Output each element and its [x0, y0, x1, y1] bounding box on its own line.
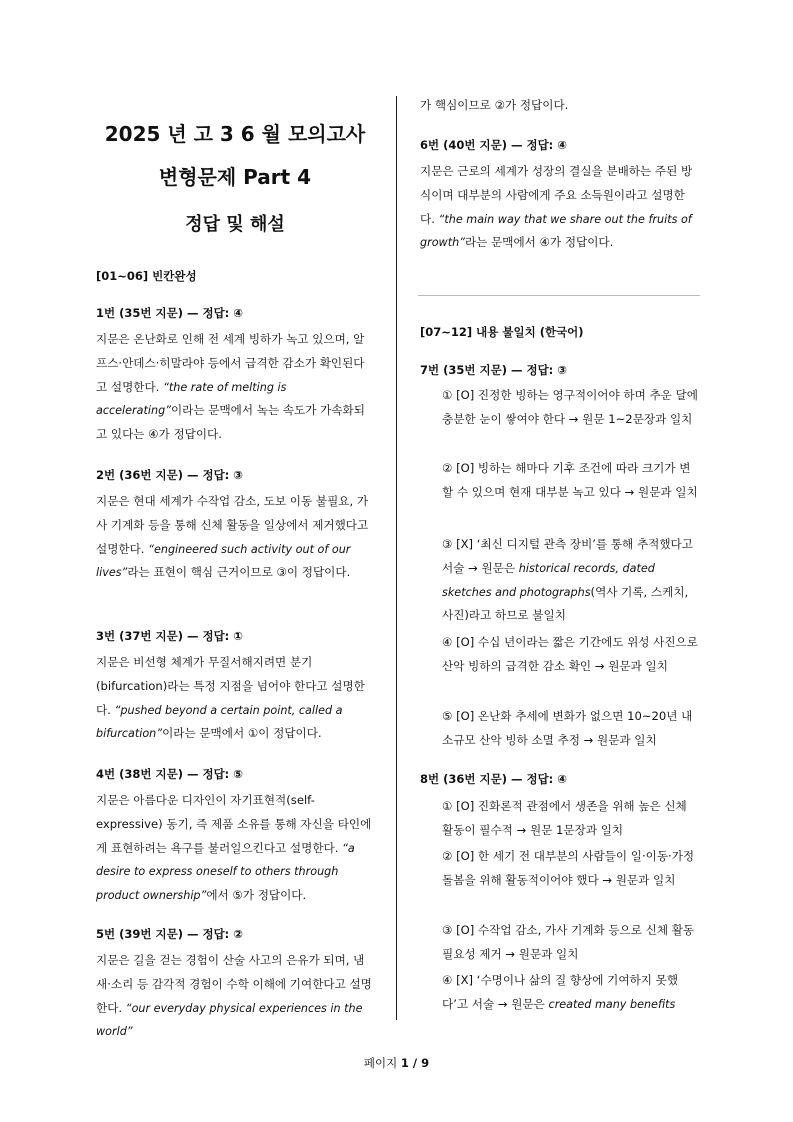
section-divider	[418, 295, 700, 296]
q2-heading: 2번 (36번 지문) — 정답: ③	[96, 468, 244, 482]
q7-choice-3: ③ [X] ‘최신 디지털 관측 장비’를 통해 추적했다고 서술 → 원문은 historical records, dated sketches and photographs(역사 기록, 스케치, 사진)라고 하므로 불일치	[442, 537, 693, 623]
q4-heading: 4번 (38번 지문) — 정답: ⑤	[96, 767, 244, 781]
q7-choice-5: ⑤ [O] 온난화 추세에 변화가 없으면 10~20년 내 소규모 산악 빙하 소멸 추정 → 원문과 일치	[442, 709, 693, 747]
q5-heading: 5번 (39번 지문) — 정답: ②	[96, 927, 244, 941]
q8-choice-2: ② [O] 한 세기 전 대부분의 사람들이 일·이동·가정 돌봄을 위해 활동적이어야 했다 → 원문과 일치	[442, 849, 695, 887]
q8-choice-3: ③ [O] 수작업 감소, 가사 기계화 등으로 신체 활동 필요성 제거 → 원문과 일치	[442, 923, 695, 961]
q8-choice-4: ④ [X] ‘수명이나 삶의 질 향상에 기여하지 못했다’고 서술 → 원문은 created many benefits	[442, 973, 679, 1011]
q2-explanation: 지문은 현대 세계가 수작업 감소, 도보 이동 불필요, 가사 기계화 등을 통해 신체 활동을 일상에서 제거했다고 설명한다. “engineered such activity out of our lives”라는 표현이 핵심 근거이므로 ③이 정답이다.	[96, 494, 369, 580]
q3-explanation: 지문은 비선형 체계가 무질서해지려면 분기(bifurcation)라는 특정 지점을 넘어야 한다고 설명한다. “pushed beyond a certain point, called a bifurcation”이라는 문맥에서 ①이 정답이다.	[96, 655, 365, 741]
column-divider	[396, 96, 397, 1020]
q8-choice-1: ① [O] 진화론적 관점에서 생존을 위해 높은 신체 활동이 필수적 → 원문 1문장과 일치	[442, 799, 687, 837]
q4-explanation: 지문은 아름다운 디자인이 자기표현적(self-expressive) 동기, 즉 제품 소유를 통해 자신을 타인에게 표현하려는 욕구를 불러일으킨다고 설명한다. “a desire to express oneself to others through product ownership”에서 ⑤가 정답이다.	[96, 793, 372, 903]
q7-choice-1: ① [O] 진정한 빙하는 영구적이어야 하며 추운 달에 충분한 눈이 쌓여야 한다 → 원문 1~2문장과 일치	[442, 388, 698, 426]
page-footer: 페이지 1 / 9	[363, 1056, 430, 1070]
q7-heading: 7번 (35번 지문) — 정답: ③	[420, 363, 568, 377]
q1-explanation: 지문은 온난화로 인해 전 세계 빙하가 녹고 있으며, 알프스·안데스·히말라야 등에서 급격한 감소가 확인된다고 설명한다. “the rate of melting is accelerating”이라는 문맥에서 녹는 속도가 가속화되고 있다는 ④가 정답이다.	[96, 332, 365, 442]
page-number: 1 / 9	[400, 1056, 430, 1070]
q1-heading: 1번 (35번 지문) — 정답: ④	[96, 306, 244, 320]
section-heading-mismatch: [07~12] 내용 불일치 (한국어)	[420, 325, 584, 339]
q7-choice-4: ④ [O] 수십 년이라는 짧은 기간에도 위성 사진으로 산악 빙하의 급격한 감소 확인 → 원문과 일치	[442, 635, 698, 673]
doc-title-line3: 정답 및 해설	[185, 214, 285, 235]
q6-explanation: 지문은 근로의 세계가 성장의 결실을 분배하는 주된 방식이며 대부분의 사람에게 주요 소득원이라고 설명한다. “the main way that we share out the fruits of growth”라는 문맥에서 ④가 정답이다.	[420, 164, 693, 250]
section-heading-blank: [01~06] 빈칸완성	[96, 269, 197, 283]
q5-explanation-continued: 가 핵심이므로 ②가 정답이다.	[420, 98, 569, 112]
q7-choice-2: ② [O] 빙하는 해마다 기후 조건에 따라 크기가 변할 수 있으며 현재 대부분 녹고 있다 → 원문과 일치	[442, 461, 698, 499]
q6-heading: 6번 (40번 지문) — 정답: ④	[420, 138, 568, 152]
q8-heading: 8번 (36번 지문) — 정답: ④	[420, 772, 568, 786]
q3-heading: 3번 (37번 지문) — 정답: ①	[96, 629, 244, 643]
doc-title-line1: 2025 년 고 3 6 월 모의고사	[104, 122, 366, 146]
q5-explanation: 지문은 길을 걷는 경험이 산술 사고의 은유가 되며, 냄새·소리 등 감각적 경험이 수학 이해에 기여한다고 설명한다. “our everyday physical experiences in the world”	[96, 953, 372, 1039]
doc-title-line2: 변형문제 Part 4	[158, 165, 312, 189]
